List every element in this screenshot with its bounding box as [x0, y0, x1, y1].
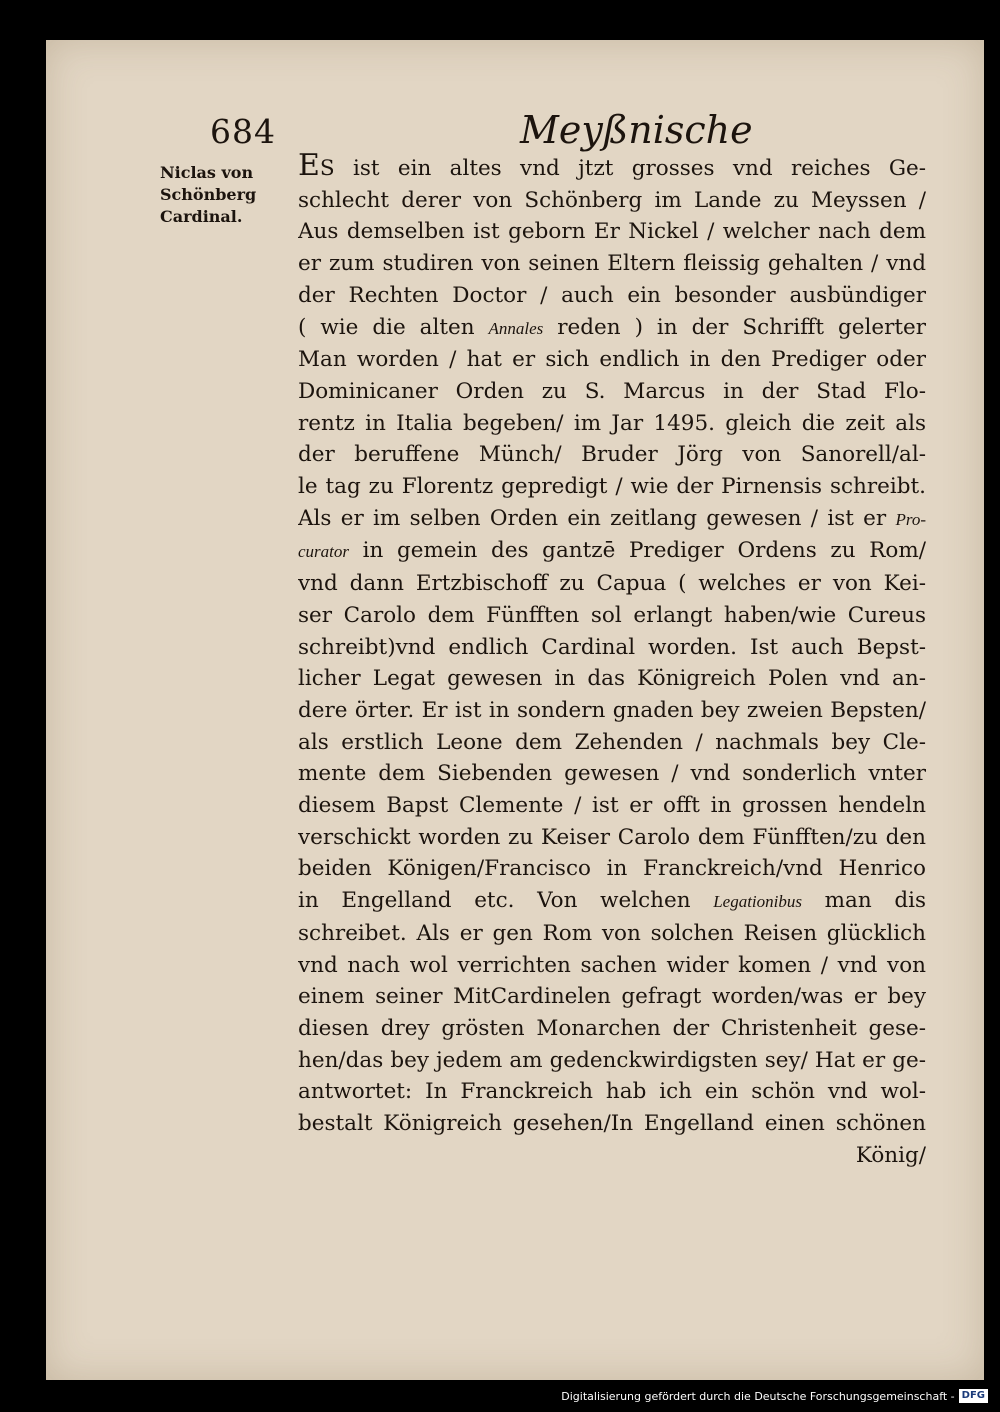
digitization-footer	[561, 1386, 988, 1406]
page-number: 684	[210, 112, 276, 151]
text-line: vnd nach wol verrichten sachen wider komen / vnd von	[298, 952, 926, 978]
margin-note-line: Cardinal.	[160, 207, 243, 226]
text-line: le tag zu Florentz gepredigt / wie der Pirnensis schreibt.	[298, 474, 926, 500]
text-line: Man worden / hat er sich endlich in den Prediger oder	[298, 347, 926, 373]
text-line: diesen drey grösten Monarchen der Christenheit gese-	[298, 1015, 926, 1041]
text-line: ser Carolo dem Fünfften sol erlangt haben/wie Cureus	[298, 602, 926, 628]
text-line: Dominicaner Orden zu S. Marcus in der Stad Flo-	[298, 378, 926, 404]
margin-note-line: Schönberg	[160, 185, 257, 204]
catchword: König/	[855, 1142, 926, 1168]
text-line: schreibet. Als er gen Rom von solchen Reisen glücklich	[298, 920, 926, 946]
text-line: Aus demselben ist geborn Er Nickel / welcher nach dem	[298, 219, 926, 245]
body-text	[298, 150, 926, 1172]
text-line: licher Legat gewesen in das Königreich Polen vnd an-	[298, 666, 926, 692]
text-line: antwortet: In Franckreich hab ich ein schön vnd wol-	[298, 1079, 926, 1105]
text-line: ES ist ein altes vnd jtzt grosses vnd reiches Ge-	[298, 150, 926, 183]
latin-term: curator	[298, 542, 349, 562]
text-line: rentz in Italia begeben/ im Jar 1495. gleich die zeit als	[298, 410, 926, 436]
text-line: schlecht derer von Schönberg im Lande zu Meyssen /	[298, 187, 926, 213]
text-line: er zum studiren von seinen Eltern fleissig gehalten / vnd	[298, 251, 926, 277]
margin-note	[160, 162, 290, 228]
running-head: Meyßnische	[520, 108, 753, 152]
text-line: der Rechten Doctor / auch ein besonder ausbündiger	[298, 282, 926, 308]
text-line: hen/das bey jedem am gedenckwirdigsten sey/ Hat er ge-	[298, 1047, 926, 1073]
text-line: beiden Königen/Francisco in Franckreich/vnd Henrico	[298, 856, 926, 882]
text-line: verschickt worden zu Keiser Carolo dem Fünfften/zu den	[298, 824, 926, 850]
text-line: dere örter. Er ist in sondern gnaden bey zweien Bepsten/	[298, 697, 926, 723]
latin-term: Pro-	[895, 509, 926, 529]
margin-note-line: Niclas von	[160, 163, 254, 182]
text-line: curator in gemein des gantzē Prediger Ordens zu Rom/	[298, 538, 926, 564]
text-line: einem seiner MitCardinelen gefragt worden/was er bey	[298, 984, 926, 1010]
latin-term: Legationibus	[713, 892, 802, 912]
text-line: schreibt)vnd endlich Cardinal worden. Ist auch Bepst-	[298, 634, 926, 660]
text-line: mente dem Siebenden gewesen / vnd sonderlich vnter	[298, 761, 926, 787]
text-line: in Engelland etc. Von welchen Legationibus man dis	[298, 888, 926, 914]
text-line: der beruffene Münch/ Bruder Jörg von Sanorell/al-	[298, 442, 926, 468]
footer-credit: Digitalisierung gefördert durch die Deutsche Forschungsgemeinschaft -	[561, 1389, 955, 1403]
text-line: Als er im selben Orden ein zeitlang gewesen / ist er Pro-	[298, 505, 926, 531]
text-line: bestalt Königreich gesehen/In Engelland einen schönen	[298, 1111, 926, 1137]
text-line: als erstlich Leone dem Zehenden / nachmals bey Cle-	[298, 729, 926, 755]
text-line: diesem Bapst Clemente / ist er offt in grossen hendeln	[298, 793, 926, 819]
dfg-logo: DFG	[959, 1389, 988, 1403]
latin-term: Annales	[488, 318, 544, 338]
text-line: ( wie die alten Annales reden ) in der Schrifft gelerter	[298, 314, 926, 340]
text-line: vnd dann Ertzbischoff zu Capua ( welches er von Kei-	[298, 571, 926, 597]
